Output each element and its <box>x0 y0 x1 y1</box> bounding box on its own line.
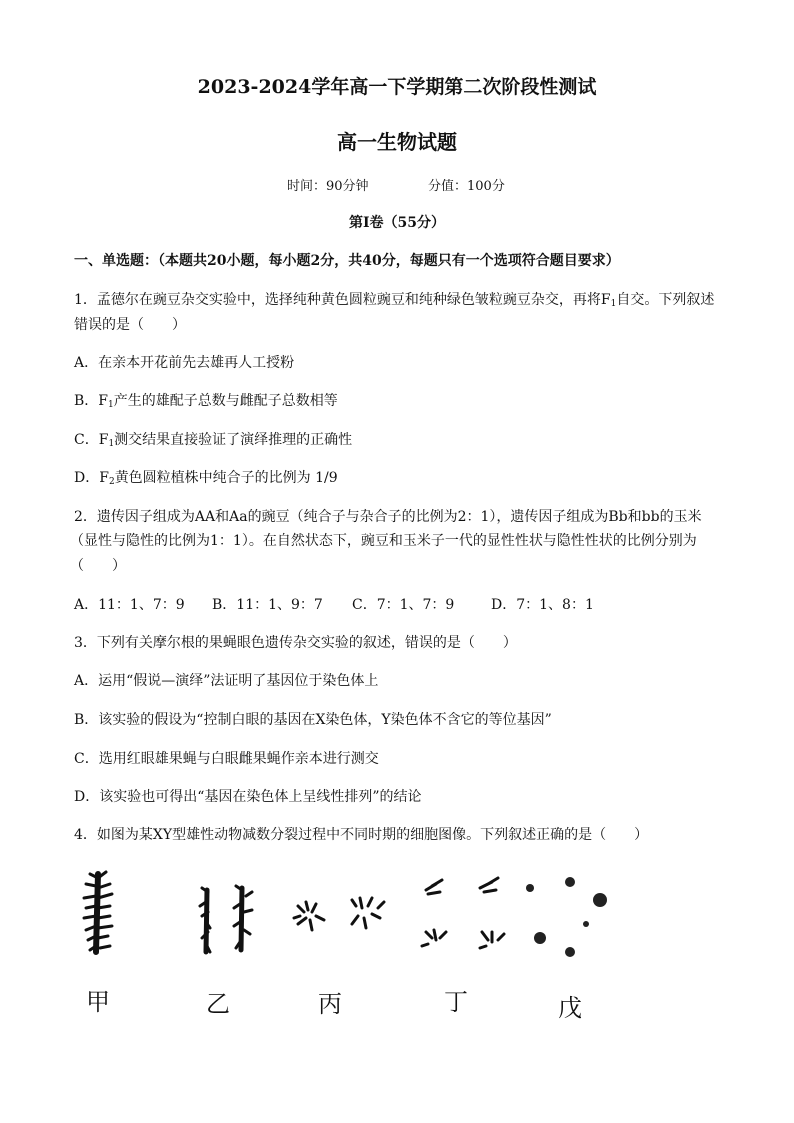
q3-option-b: B．该实验的假设为“控制白眼的基因在X染色体，Y染色体不含它的等位基因” <box>74 712 552 728</box>
q2-stem-line2: （显性与隐性的比例为1：1）。在自然状态下，豌豆和玉米子一代的显性性状与隐性性状的比例分别为 <box>70 533 697 549</box>
exam-time: 时间：90分钟 <box>287 179 369 194</box>
q2-option-a: A．11：1、7：9 <box>74 597 185 613</box>
q3-option-c: C．选用红眼雄果蝇与白眼雌果蝇作亲本进行测交 <box>74 751 379 767</box>
volume-heading: 第Ⅰ卷（55分） <box>348 215 446 231</box>
cell-ding-image <box>422 878 504 948</box>
q2-stem-line1: 2．遗传因子组成为AA和Aa的豌豆（纯合子与杂合子的比例为2：1），遗传因子组成为Bb和bb的玉米 <box>74 509 702 525</box>
figure-label-ding: 丁 <box>444 988 468 1016</box>
q2-option-b: B．11：1、9：7 <box>212 597 323 613</box>
q3-stem: 3．下列有关摩尔根的果蝇眼色遗传杂交实验的叙述，错误的是（ ） <box>74 635 517 651</box>
figure-label-bing: 丙 <box>318 990 342 1018</box>
figure-label-yi: 乙 <box>206 990 230 1018</box>
q3-option-d: D．该实验也可得出“基因在染色体上呈线性排列”的结论 <box>74 789 422 805</box>
q1-option-a: A．在亲本开花前先去雄再人工授粉 <box>74 355 295 371</box>
q1-option-b: B．$F_1$产生的雄配子总数与雌配子总数相等 <box>74 393 338 410</box>
q1-option-c: C．$F_1$测交结果直接验证了演绎推理的正确性 <box>74 432 353 449</box>
q3-option-a: A．运用“假说—演绎”法证明了基因位于染色体上 <box>74 673 379 689</box>
q1-stem-line1: 1．孟德尔在豌豆杂交实验中，选择纯种黄色圆粒豌豆和纯种绿色皱粒豌豆杂交，再将$F_1$自交。下列叙述 <box>74 292 715 309</box>
cell-jia-image <box>84 872 112 952</box>
exam-score: 分值：100分 <box>428 179 505 194</box>
exam-title: 2023-2024学年高一下学期第二次阶段性测试 <box>197 76 597 98</box>
cell-yi-image <box>200 886 252 952</box>
q1-stem-line2: 错误的是（ ） <box>74 317 186 333</box>
q2-option-c: C．7：1、7：9 <box>352 597 455 613</box>
figure-label-jia: 甲 <box>86 988 110 1016</box>
exam-subtitle: 高一生物试题 <box>337 130 457 154</box>
q2-stem-line3: （ ） <box>70 558 126 574</box>
cell-wu-image <box>526 877 607 957</box>
section-heading: 一、单选题：（本题共20小题，每小题2分，共40分，每题只有一个选项符合题目要求） <box>74 253 620 269</box>
q4-stem: 4．如图为某XY型雄性动物减数分裂过程中不同时期的细胞图像。下列叙述正确的是（ ） <box>74 827 649 843</box>
q1-option-d: D．$F_2$黄色圆粒植株中纯合子的比例为 1/9 <box>74 470 338 487</box>
figure-label-wu: 戊 <box>558 994 582 1022</box>
q2-option-d: D．7：1、8：1 <box>491 597 594 613</box>
cell-bing-image <box>294 898 384 930</box>
